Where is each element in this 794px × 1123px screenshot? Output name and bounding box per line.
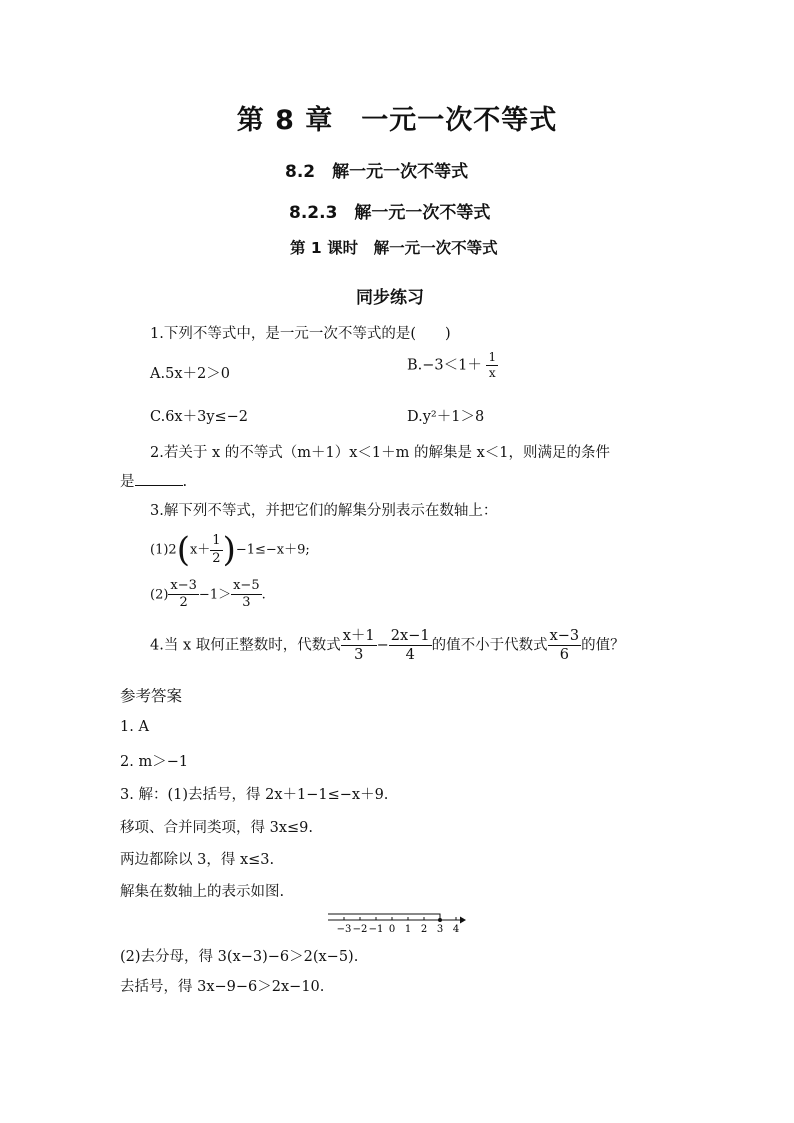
q3-part2-label: (2): [150, 587, 169, 603]
q2-line1: 2.若关于 x 的不等式（m＋1）x＜1＋m 的解集是 x＜1，则满足的条件: [150, 445, 610, 461]
q3-part2: [150, 578, 266, 612]
section-title: 8.2 解一元一次不等式: [285, 162, 469, 182]
fraction-denominator: 2: [212, 550, 221, 566]
fraction-denominator: 3: [354, 647, 364, 664]
q1-option-b-fraction: [486, 350, 498, 381]
q1-stem: 1.下列不等式中，是一元一次不等式的是( ): [150, 326, 451, 342]
q4-minus: −: [376, 637, 389, 654]
fraction-numerator: x−3: [548, 627, 582, 646]
fraction-denominator: 3: [242, 595, 251, 611]
q4-fraction-3: [548, 627, 582, 664]
q1-option-c-label: C.: [150, 409, 166, 425]
q4-fraction-2: [389, 627, 432, 664]
q3-part2-mid: −1＞: [198, 587, 232, 603]
fraction-denominator: 2: [179, 595, 188, 611]
chapter-title: 第 8 章 一元一次不等式: [236, 105, 558, 136]
q4-prefix: 4.当 x 取何正整数时，代数式: [150, 637, 341, 654]
q3-part1-rest: −1≤−x＋9;: [235, 542, 310, 558]
boundary-point: [438, 918, 442, 922]
fraction-numerator: 1: [210, 533, 222, 550]
q1-option-a-expr: 5x＋2＞0: [165, 366, 230, 382]
q4-fraction-1: [341, 627, 377, 664]
tick-label: 0: [388, 924, 396, 935]
fraction-numerator: 2x−1: [389, 627, 432, 646]
subsection-title: 8.2.3 解一元一次不等式: [289, 203, 491, 223]
answer-3-line1: 3. 解：(1)去括号，得 2x＋1−1≤−x＋9.: [120, 787, 389, 803]
tick-label: 2: [420, 924, 428, 935]
lesson-title: 第 1 课时 解一元一次不等式: [290, 239, 498, 257]
number-line: [320, 900, 470, 936]
number-line-axis: [328, 917, 466, 924]
q2-line2-prefix: 是: [120, 474, 135, 490]
q4-suffix: 的值？: [581, 637, 625, 654]
answer-3-line4: 解集在数轴上的表示如图.: [120, 884, 285, 900]
tick-label: 4: [452, 924, 460, 935]
q3-part2-fraction-2: [231, 578, 262, 612]
fraction-numerator: x＋1: [341, 627, 377, 646]
q2-answer-blank: [135, 471, 183, 486]
answers-title: 参考答案: [120, 687, 183, 705]
number-line-solution: [328, 914, 442, 922]
answer-3-line5: (2)去分母，得 3(x−3)−6＞2(x−5).: [120, 949, 359, 965]
exercise-title: 同步练习: [356, 288, 424, 308]
q3-part1-inner: x＋: [189, 542, 211, 558]
fraction-denominator: 6: [559, 647, 569, 664]
tick-label: −2: [352, 924, 368, 935]
q1-option-a-label: A.: [150, 366, 166, 382]
solution-bracket: [328, 914, 440, 920]
q3-stem: 3.解下列不等式，并把它们的解集分别表示在数轴上：: [150, 503, 498, 519]
fraction-numerator: x−3: [168, 578, 199, 595]
q1-option-c-expr: 6x＋3y≤−2: [165, 409, 249, 425]
tick-label: −1: [368, 924, 384, 935]
right-paren: ): [222, 530, 236, 570]
q4-middle: 的值不小于代数式: [431, 637, 548, 654]
q3-part1-fraction: [210, 533, 222, 567]
q1-option-d: [407, 405, 484, 426]
fraction-denominator: x: [488, 366, 496, 380]
q2-line2-suffix: .: [182, 474, 188, 490]
answer-2: 2. m＞−1: [120, 754, 189, 770]
left-paren: (: [176, 530, 190, 570]
q2-line2: [120, 470, 187, 491]
answer-1: 1. A: [120, 719, 149, 735]
q1-option-b-expr: −3＜1＋: [422, 357, 482, 374]
q4: [150, 627, 625, 664]
q3-part1-label: (1)2: [150, 542, 177, 558]
q3-part1: [150, 530, 310, 570]
tick-label: 1: [404, 924, 412, 935]
q1-option-d-label: D.: [407, 409, 423, 425]
q1-option-b-label: B.: [407, 357, 423, 374]
fraction-denominator: 4: [405, 647, 415, 664]
fraction-numerator: 1: [488, 350, 497, 364]
fraction-numerator: x−5: [231, 578, 262, 595]
answer-3-line3: 两边都除以 3，得 x≤3.: [120, 852, 275, 868]
q1-option-c: [150, 405, 248, 426]
answer-3-line2: 移项、合并同类项，得 3x≤9.: [120, 820, 313, 836]
tick-label: −3: [336, 924, 352, 935]
q3-part2-end: .: [261, 587, 266, 603]
q1-option-b: [407, 350, 498, 381]
q1-option-a: [150, 362, 230, 383]
q1-option-d-expr: y²＋1＞8: [422, 409, 485, 425]
q3-part2-fraction-1: [168, 578, 199, 612]
answer-3-line6: 去括号，得 3x−9−6＞2x−10.: [120, 979, 325, 995]
tick-label: 3: [436, 924, 444, 935]
